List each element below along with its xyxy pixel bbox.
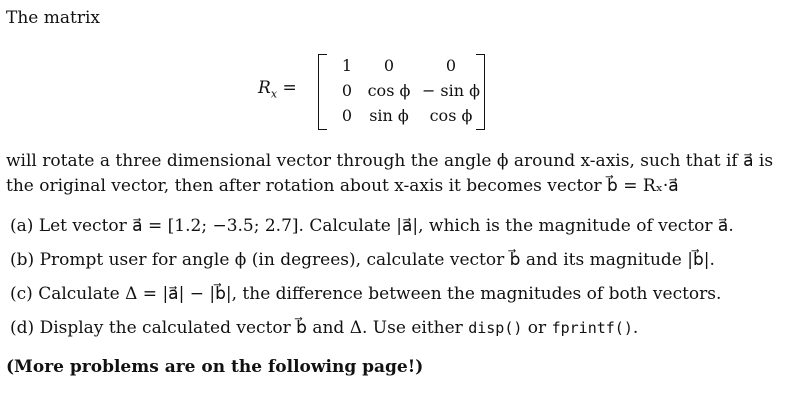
matrix-cell: 0 bbox=[341, 81, 353, 100]
problem-item-d bbox=[10, 318, 638, 338]
matrix-label-sub: x bbox=[270, 87, 278, 101]
item-text: Prompt user for angle ϕ (in degrees), calculate vector b⃗ and its magnitude |b⃗|. bbox=[39, 250, 715, 270]
matrix-cell: 1 bbox=[341, 56, 353, 75]
problem-item-b bbox=[10, 250, 715, 270]
footer-note: (More problems are on the following page!) bbox=[6, 357, 424, 377]
matrix-cell: sin ϕ bbox=[369, 106, 409, 125]
item-tag: (d) bbox=[10, 318, 35, 338]
item-text: Calculate Δ = |a⃗| − |b⃗|, the difference between the magnitudes of both vectors. bbox=[38, 284, 722, 304]
matrix-cell: 0 bbox=[341, 106, 353, 125]
description-paragraph: will rotate a three dimensional vector through the angle ϕ around x-axis, such that if a⃗ is the original vector, then after rotation about x-axis it becomes vector b⃗ = Rₓ·a⃗ bbox=[6, 151, 774, 196]
item-text: Display the calculated vector b⃗ and Δ. Use either bbox=[39, 318, 463, 338]
problem-item-c bbox=[10, 284, 721, 304]
matrix-cell: 0 bbox=[383, 56, 395, 75]
matrix-equals: = bbox=[282, 78, 297, 98]
matrix-cell: cos ϕ bbox=[367, 81, 411, 100]
item-text: Let vector a⃗ = [1.2; −3.5; 2.7]. Calculate |a⃗|, which is the magnitude of vector a⃗. bbox=[38, 216, 734, 236]
item-tag: (b) bbox=[10, 250, 35, 270]
item-tag: (c) bbox=[10, 284, 33, 304]
matrix-label-main: R bbox=[258, 78, 271, 98]
item-tag: (a) bbox=[10, 216, 34, 236]
intro-text: The matrix bbox=[6, 8, 100, 28]
code-fprintf: fprintf() bbox=[551, 319, 633, 337]
matrix-label bbox=[258, 78, 297, 100]
matrix-cell: 0 bbox=[445, 56, 457, 75]
matrix-cell: cos ϕ bbox=[429, 106, 473, 125]
code-disp: disp() bbox=[468, 319, 523, 337]
matrix-cell: − sin ϕ bbox=[421, 81, 481, 100]
item-text: . bbox=[632, 318, 639, 338]
item-text: or bbox=[527, 318, 547, 338]
rotation-matrix bbox=[258, 52, 498, 132]
problem-item-a bbox=[10, 216, 734, 236]
